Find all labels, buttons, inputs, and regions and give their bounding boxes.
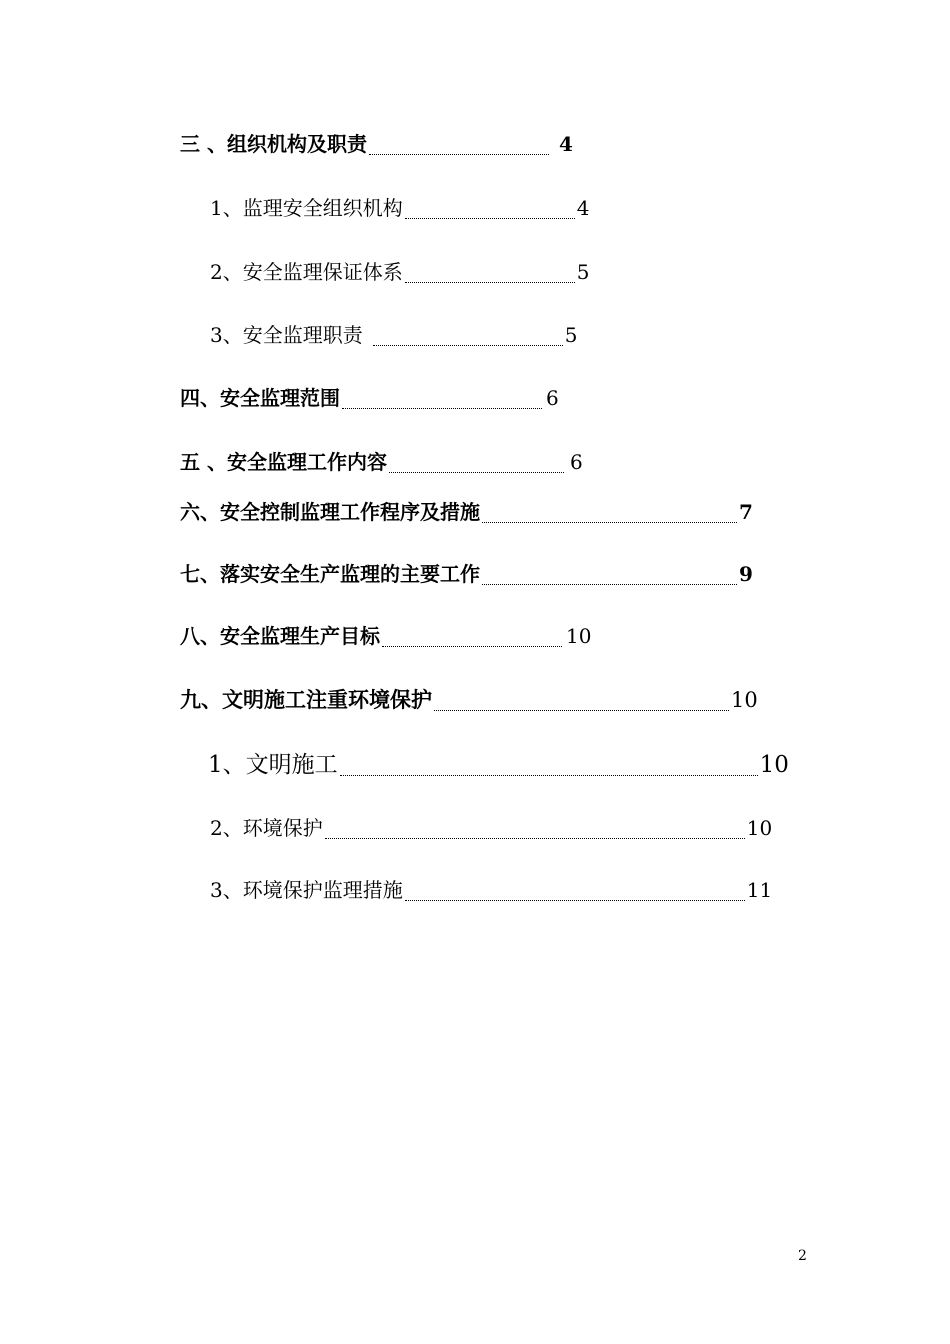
toc-entry-label: 五 、安全监理工作内容 xyxy=(180,450,387,474)
toc-entry[interactable] xyxy=(210,256,589,285)
toc-entry-page: 4 xyxy=(576,196,590,220)
toc-leader xyxy=(382,646,562,647)
toc-entry-page: 10 xyxy=(759,752,789,778)
toc-leader xyxy=(340,775,758,776)
toc-entry[interactable] xyxy=(180,446,583,475)
toc-entry[interactable] xyxy=(208,746,789,779)
toc-entry-label: 七、落实安全生产监理的主要工作 xyxy=(180,562,480,586)
toc-entry[interactable] xyxy=(210,874,772,903)
toc-entry-page: 6 xyxy=(546,386,559,410)
toc-entry-page: 7 xyxy=(739,500,753,524)
toc-entry-page: 10 xyxy=(566,624,592,648)
toc-entry-label: 2、安全监理保证体系 xyxy=(210,260,403,284)
toc-entry[interactable] xyxy=(210,812,772,841)
toc-leader xyxy=(405,218,575,219)
toc-entry-label: 八、安全监理生产目标 xyxy=(180,624,380,648)
toc-entry-page: 5 xyxy=(576,260,590,284)
toc-entry-label: 六、安全控制监理工作程序及措施 xyxy=(180,500,480,524)
toc-leader xyxy=(482,522,737,523)
toc-entry-page: 10 xyxy=(746,816,773,840)
toc-entry-label: 四、安全监理范围 xyxy=(180,386,340,410)
toc-entry[interactable] xyxy=(180,558,753,587)
toc-entry[interactable] xyxy=(180,496,753,525)
toc-entry[interactable] xyxy=(210,192,589,221)
toc-entry[interactable] xyxy=(180,684,758,714)
toc-entry-page: 10 xyxy=(731,688,758,712)
toc-entry[interactable] xyxy=(180,620,591,649)
toc-entry[interactable] xyxy=(210,319,577,348)
toc-entry-label: 九、文明施工注重环境保护 xyxy=(180,687,432,712)
toc-leader xyxy=(405,900,745,901)
toc-entry-page: 5 xyxy=(564,323,578,347)
toc-entry-label: 1、监理安全组织机构 xyxy=(210,196,403,220)
toc-entry[interactable] xyxy=(180,128,573,157)
toc-entry-page: 9 xyxy=(739,562,753,586)
toc-entry-label: 三 、组织机构及职责 xyxy=(180,132,367,156)
toc-leader xyxy=(325,838,745,839)
toc-leader xyxy=(373,345,563,346)
toc-leader xyxy=(369,154,549,155)
toc-leader xyxy=(342,408,542,409)
toc-leader xyxy=(405,282,575,283)
toc-entry-page: 6 xyxy=(569,450,583,474)
toc-entry-label: 3、环境保护监理措施 xyxy=(210,878,403,902)
toc-leader xyxy=(389,472,564,473)
toc-entry-label: 1、文明施工 xyxy=(208,752,338,778)
toc-leader xyxy=(434,710,729,711)
toc-entry-page: 4 xyxy=(558,132,573,156)
page-number: 2 xyxy=(798,1248,807,1264)
toc-entry[interactable] xyxy=(180,382,559,411)
toc-entry-label: 3、安全监理职责 xyxy=(210,323,363,347)
toc-entry-label: 2、环境保护 xyxy=(210,816,323,840)
toc-entry-page: 11 xyxy=(746,878,773,902)
toc-leader xyxy=(482,584,737,585)
